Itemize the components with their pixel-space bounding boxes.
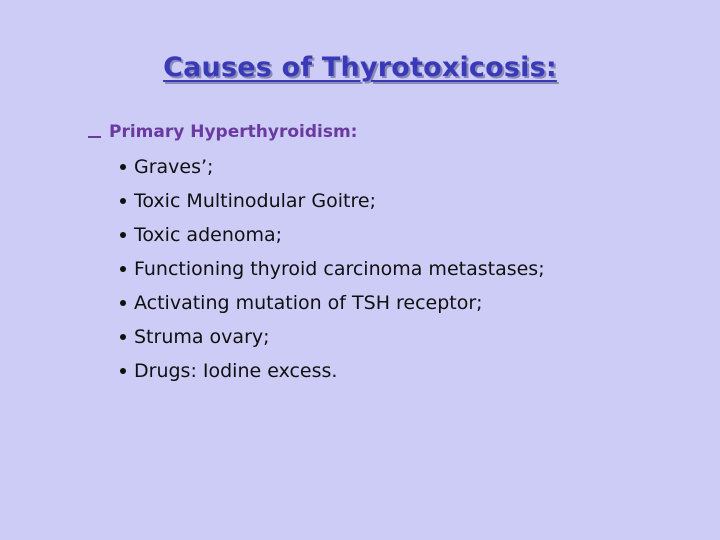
causes-list bbox=[120, 150, 545, 388]
bullet-icon bbox=[120, 266, 126, 272]
bullet-icon bbox=[120, 300, 126, 306]
list-item-text: Struma ovary; bbox=[134, 326, 270, 348]
list-item-text: Activating mutation of TSH receptor; bbox=[134, 292, 483, 314]
bullet-icon bbox=[120, 334, 126, 340]
list-item bbox=[120, 218, 545, 252]
list-item-text: Graves’; bbox=[134, 156, 214, 178]
list-item-text: Toxic adenoma; bbox=[134, 224, 283, 246]
list-item bbox=[120, 286, 545, 320]
list-item-text: Toxic Multinodular Goitre; bbox=[134, 190, 376, 212]
section-label: Primary Hyperthyroidism: bbox=[109, 122, 358, 142]
bullet-icon bbox=[120, 198, 126, 204]
list-item bbox=[120, 252, 545, 286]
section-header bbox=[88, 122, 357, 142]
list-item bbox=[120, 320, 545, 354]
list-item bbox=[120, 150, 545, 184]
dash-bullet-icon bbox=[88, 136, 101, 138]
list-item bbox=[120, 184, 545, 218]
bullet-icon bbox=[120, 164, 126, 170]
bullet-icon bbox=[120, 232, 126, 238]
list-item bbox=[120, 354, 545, 388]
bullet-icon bbox=[120, 368, 126, 374]
list-item-text: Drugs: Iodine excess. bbox=[134, 360, 338, 382]
list-item-text: Functioning thyroid carcinoma metastases; bbox=[134, 258, 545, 280]
slide-title: Causes of Thyrotoxicosis: bbox=[163, 52, 557, 83]
